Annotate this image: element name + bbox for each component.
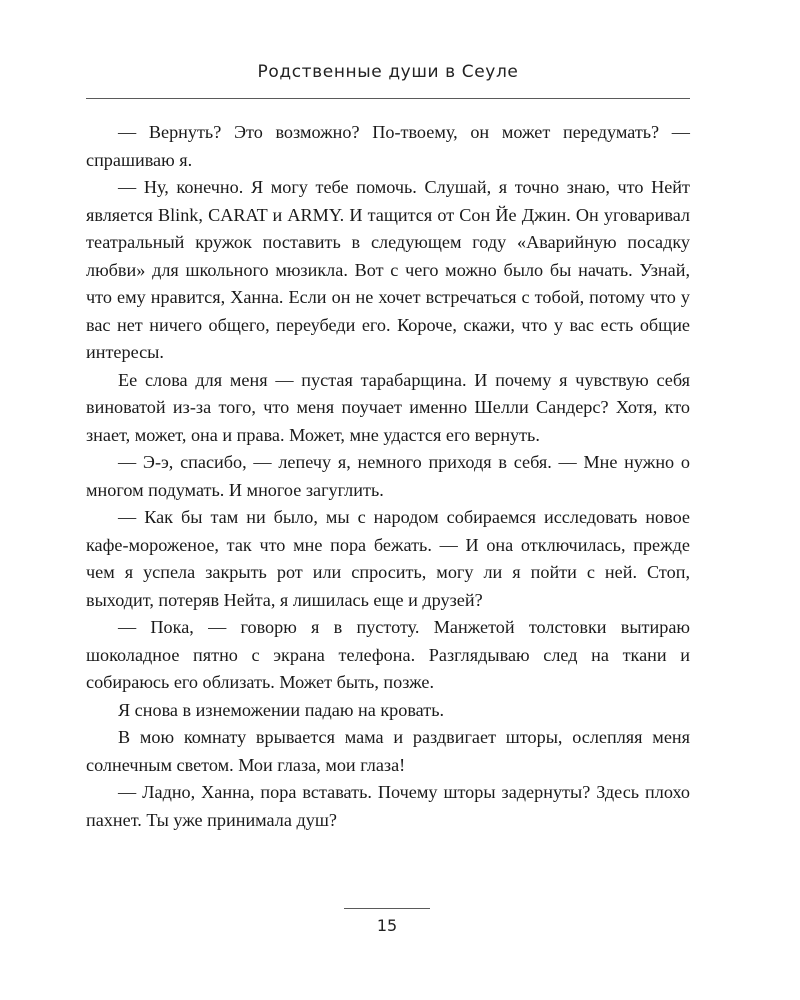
footer-divider	[344, 908, 430, 909]
paragraph: — Пока, — говорю я в пустоту. Манжетой толстовки вытираю шоколадное пятно с экрана телефона. Разглядываю след на ткани и собираюсь его облизать. Может быть, позже.	[86, 617, 690, 692]
paragraph: — Э-э, спасибо, — лепечу я, немного приходя в себя. — Мне нужно о многом подумать. И многое загуглить.	[86, 452, 690, 500]
paragraph: — Вернуть? Это возможно? По-твоему, он может передумать? — спрашиваю я.	[86, 122, 690, 170]
paragraph: — Ну, конечно. Я могу тебе помочь. Слушай, я точно знаю, что Нейт является Blink, CARAT и ARMY. И тащится от Сон Йе Джин. Он уговаривал театральный кружок поставить в следующем году «Аварийную посадку любви» для школьного мюзикла. Вот с чего можно было бы начать. Узнай, что ему нравится, Ханна. Если он не хочет встречаться с тобой, потому что у вас нет ничего общего, переубеди его. Короче, скажи, что у вас есть общие интересы.	[86, 177, 690, 362]
header-divider	[86, 98, 690, 99]
paragraph: Ее слова для меня — пустая тарабарщина. И почему я чувствую себя виноватой из-за того, что меня поучает именно Шелли Сандерс? Хотя, кто знает, может, она и права. Может, мне удастся его вернуть.	[86, 369, 690, 445]
paragraph: В мою комнату врывается мама и раздвигает шторы, ослепляя меня солнечным светом. Мои глаза, мои глаза!	[86, 727, 690, 775]
paragraph: — Ладно, Ханна, пора вставать. Почему шторы задернуты? Здесь плохо пахнет. Ты уже принимала душ?	[86, 782, 690, 830]
running-head: Родственные души в Сеуле	[257, 62, 519, 82]
page-number: 15	[376, 916, 398, 935]
paragraph: — Как бы там ни было, мы с народом собираемся исследовать новое кафе-мороженое, так что мне пора бежать. — И она отключилась, прежде чем я успела закрыть рот или спросить, могу ли я пойти с ней. Стоп, выходит, потеряв Нейта, я лишилась еще и друзей?	[86, 507, 690, 610]
body-text	[86, 119, 690, 834]
paragraph: Я снова в изнеможении падаю на кровать.	[118, 699, 445, 720]
